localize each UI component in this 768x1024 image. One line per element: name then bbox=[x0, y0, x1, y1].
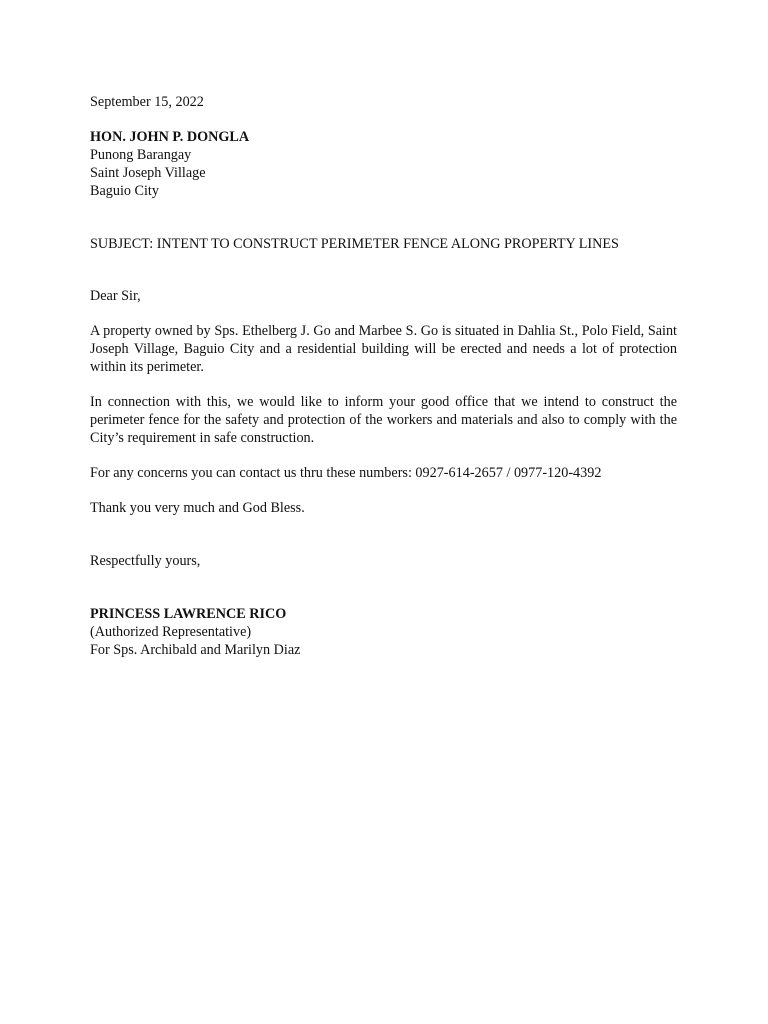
signatory-name: PRINCESS LAWRENCE RICO bbox=[90, 606, 287, 622]
body-paragraph-thanks: Thank you very much and God Bless. bbox=[90, 500, 305, 516]
recipient-title: Punong Barangay bbox=[90, 147, 192, 163]
body-paragraph-contact: For any concerns you can contact us thru these numbers: 0927-614-2657 / 0977-120-4392 bbox=[90, 465, 602, 481]
letter-subject: SUBJECT: INTENT TO CONSTRUCT PERIMETER FENCE ALONG PROPERTY LINES bbox=[90, 236, 619, 252]
body-paragraph-property: A property owned by Sps. Ethelberg J. Go and Marbee S. Go is situated in Dahlia St., Polo Field, Saint Joseph Village, Baguio City and a residential building will be erected and needs a lot of protection within its perimeter. bbox=[90, 323, 677, 375]
signatory-on-behalf: For Sps. Archibald and Marilyn Diaz bbox=[90, 642, 301, 658]
recipient-city: Baguio City bbox=[90, 183, 159, 199]
signatory-role: (Authorized Representative) bbox=[90, 624, 252, 640]
recipient-village: Saint Joseph Village bbox=[90, 165, 206, 181]
letter-page bbox=[90, 93, 677, 659]
recipient-name: HON. JOHN P. DONGLA bbox=[90, 129, 250, 145]
closing-line: Respectfully yours, bbox=[90, 553, 201, 569]
letter-date: September 15, 2022 bbox=[90, 94, 204, 110]
body-paragraph-intent: In connection with this, we would like to inform your good office that we intend to construct the perimeter fence for the safety and protection of the workers and materials and also to comply with the City’s requirement in safe construction. bbox=[90, 394, 677, 446]
salutation: Dear Sir, bbox=[90, 288, 141, 304]
recipient-address bbox=[90, 128, 677, 200]
signature-block bbox=[90, 605, 677, 659]
